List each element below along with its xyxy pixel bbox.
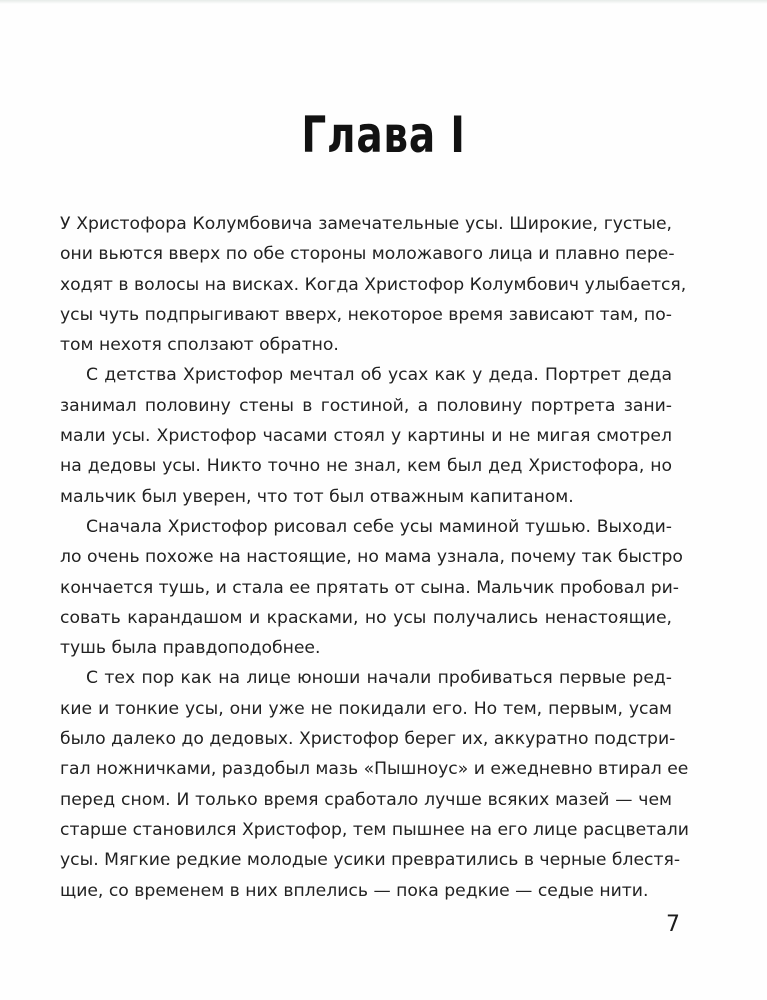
text-line: было далеко до дедовых. Христофор берег их, аккуратно подстри- <box>60 729 676 750</box>
text-line: на дедовы усы. Никто точно не знал, кем был дед Христофора, но <box>60 456 672 477</box>
text-line: они вьются вверх по обе стороны моложавого лица и плавно пере- <box>60 244 675 265</box>
text-line: усы. Мягкие редкие молодые усики превратились в черные блестя- <box>60 850 681 871</box>
text-line: У Христофора Колумбовича замечательные усы. Широкие, густые, <box>60 214 672 234</box>
text-line: кие и тонкие усы, они уже не покидали его. Но тем, первым, усам <box>60 698 672 719</box>
text-line: мали усы. Христофор часами стоял у картины и не мигая смотрел <box>60 426 672 447</box>
text-line: перед сном. И только время сработало лучше всяких мазей — чем <box>60 789 672 810</box>
text-line: щие, со временем в них вплелись — пока редкие — седые нити. <box>60 880 649 901</box>
paragraph-4 <box>60 663 689 905</box>
text-line: С тех пор как на лице юноши начали пробиваться первые ред- <box>86 668 672 689</box>
text-line: ло очень похоже на настоящие, но мама узнала, почему так быстро <box>60 547 683 568</box>
text-line: том нехотя сползают обратно. <box>60 335 339 356</box>
text-line: тушь была правдоподобнее. <box>60 638 321 659</box>
text-line: Сначала Христофор рисовал себе усы маминой тушью. Выходи- <box>86 516 672 537</box>
text-line: совать карандашом и красками, но усы получались ненастоящие, <box>60 607 672 628</box>
paragraph-3 <box>60 512 683 663</box>
text-line: усы чуть подпрыгивают вверх, некоторое время зависают там, по- <box>60 304 672 325</box>
chapter-title: Глава I <box>301 105 466 164</box>
page-top-edge <box>0 0 767 4</box>
text-line: ходят в волосы на висках. Когда Христофор Колумбович улыбается, <box>60 274 687 295</box>
text-line: мальчик был уверен, что тот был отважным капитаном. <box>60 486 574 507</box>
page-number: 7 <box>666 912 680 937</box>
text-line: кончается тушь, и стала ее прятать от сына. Мальчик пробовал ри- <box>60 577 680 598</box>
text-line: старше становился Христофор, тем пышнее на его лице расцветали <box>60 819 689 840</box>
text-line: занимал половину стены в гостиной, а половину портрета зани- <box>60 395 672 416</box>
paragraph-1 <box>60 209 687 360</box>
text-line: гал ножничками, раздобыл мазь «Пышноус» и ежедневно втирал ее <box>60 759 689 780</box>
text-line: С детства Христофор мечтал об усах как у деда. Портрет деда <box>86 365 672 386</box>
paragraph-2 <box>60 360 672 511</box>
chapter-body <box>60 209 689 906</box>
